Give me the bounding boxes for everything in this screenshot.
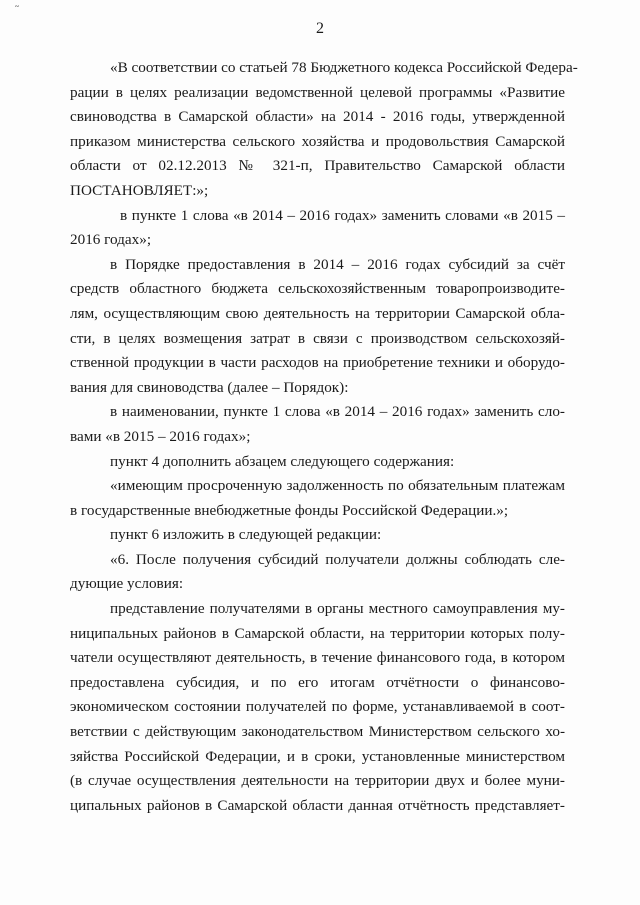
scan-artifact-mark: ˜ [14, 4, 20, 18]
text-line: области от 02.12.2013 № 321-п, Правительство Самарской области [70, 157, 565, 175]
text-line: зяйства Российской Федерации, и в сроки, установленные министерством [70, 747, 565, 765]
text-line: ственной продукции в части расходов на приобретение техники и оборудо- [70, 354, 565, 372]
text-line: представление получателями в органы местного самоуправления му- [110, 600, 565, 618]
text-line: средств областного бюджета сельскохозяйственным товаропроизводите- [70, 280, 565, 298]
document-body [70, 56, 578, 818]
text-line: в пункте 1 слова «в 2014 – 2016 годах» заменить словами «в 2015 – [120, 206, 565, 224]
text-line: пункт 4 дополнить абзацем следующего содержания: [110, 452, 455, 470]
text-line: «В соответствии со статьей 78 Бюджетного кодекса Российской Федера- [110, 59, 578, 76]
text-line: приказом министерства сельского хозяйства и продовольствия Самарской [70, 132, 565, 150]
text-line: свиноводства в Самарской области» на 2014 - 2016 годы, утвержденной [70, 108, 565, 126]
text-line: пункт 6 изложить в следующей редакции: [110, 526, 382, 544]
text-line: предоставлена субсидия, и по его итогам отчётности о финансово- [70, 673, 565, 691]
text-line: экономическом состоянии получателей по форме, устанавливаемой в соот- [70, 698, 565, 716]
text-line: в наименовании, пункте 1 слова «в 2014 – 2016 годах» заменить сло- [110, 403, 565, 421]
text-line: дующие условия: [70, 575, 184, 593]
text-line: лям, осуществляющим свою деятельность на территории Самарской обла- [70, 304, 565, 322]
text-line: вами «в 2015 – 2016 годах»; [70, 427, 251, 445]
text-line: вания для свиноводства (далее – Порядок): [70, 378, 349, 396]
text-line: ПОСТАНОВЛЯЕТ:»; [70, 181, 209, 199]
text-line: «6. После получения субсидий получатели должны соблюдать сле- [110, 550, 565, 568]
text-line: в Порядке предоставления в 2014 – 2016 годах субсидий за счёт [110, 255, 565, 273]
text-line: «имеющим просроченную задолженность по обязательным платежам [110, 477, 565, 495]
text-line: ветствии с действующим законодательством Министерством сельского хо- [70, 723, 565, 741]
text-line: ципальных районов в Самарской области данная отчётность представляет- [70, 796, 565, 814]
text-line: чатели осуществляют деятельность, в течение финансового года, в котором [70, 649, 565, 667]
page-number: 2 [316, 20, 324, 37]
text-line: сти, в целях возмещения затрат в связи с производством сельскохозяй- [70, 329, 565, 347]
text-line: (в случае осуществления деятельности на территории двух и более муни- [70, 772, 565, 790]
text-line: ниципальных районов в Самарской области, на территории которых полу- [70, 624, 565, 642]
text-line: рации в целях реализации ведомственной целевой программы «Развитие [70, 83, 565, 101]
text-line: 2016 годах»; [70, 231, 152, 249]
text-line: в государственные внебюджетные фонды Российской Федерации.»; [70, 501, 509, 519]
